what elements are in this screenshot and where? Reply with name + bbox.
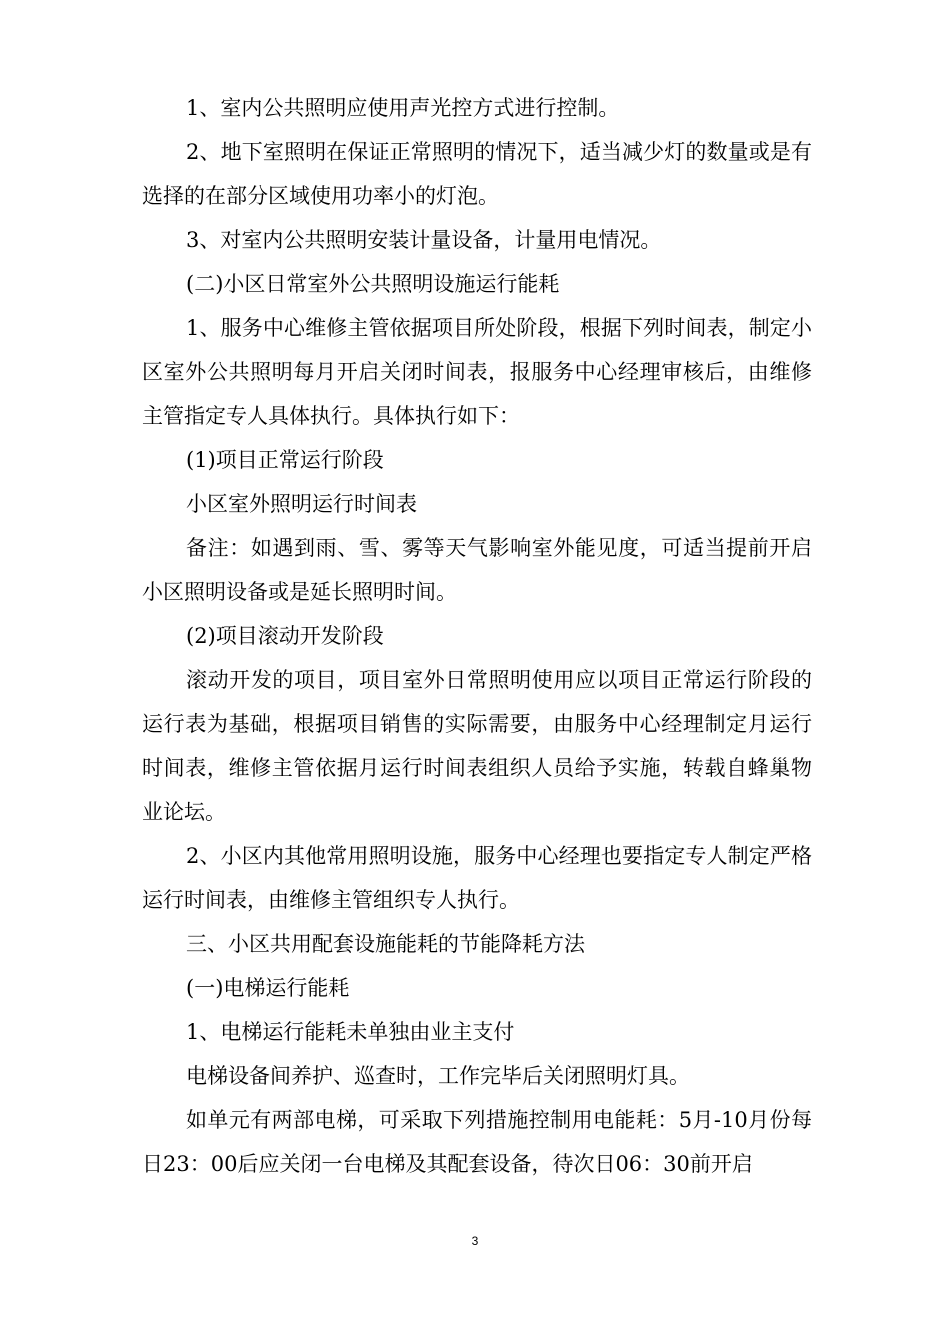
- section-heading-shared-facilities: 三、小区共用配套设施能耗的节能降耗方法: [186, 932, 585, 956]
- paragraph-elevator-cost: 1、电梯运行能耗未单独由业主支付: [186, 1020, 515, 1044]
- paragraph-schedule-title: 小区室外照明运行时间表: [186, 492, 417, 516]
- paragraph-elevator-room: 电梯设备间养护、巡查时，工作完毕后关闭照明灯具。: [186, 1064, 690, 1088]
- page-number: 3: [471, 1234, 479, 1248]
- document-body: [142, 86, 812, 1186]
- subheading-elevator-energy: (一)电梯运行能耗: [186, 976, 350, 1000]
- section-heading-outdoor-lighting: (二)小区日常室外公共照明设施运行能耗: [186, 272, 560, 296]
- paragraph-metering: 3、对室内公共照明安装计量设备，计量用电情况。: [186, 228, 662, 252]
- subheading-normal-operation: (1)项目正常运行阶段: [186, 448, 384, 472]
- paragraph-rolling-development: 滚动开发的项目，项目室外日常照明使用应以项目正常运行阶段的运行表为基础，根据项目销售的实际需要，由服务中心经理制定月运行时间表，维修主管依据月运行时间表组织人员给予实施，转载自蜂巢物业论坛。: [142, 668, 812, 824]
- paragraph-basement-lighting: 2、地下室照明在保证正常照明的情况下，适当减少灯的数量或是有选择的在部分区域使用功率小的灯泡。: [142, 140, 812, 208]
- paragraph-indoor-lighting-control: 1、室内公共照明应使用声光控方式进行控制。: [186, 96, 620, 120]
- paragraph-other-lighting: 2、小区内其他常用照明设施，服务中心经理也要指定专人制定严格运行时间表，由维修主管组织专人执行。: [142, 844, 812, 912]
- paragraph-remark: 备注：如遇到雨、雪、雾等天气影响室外能见度，可适当提前开启小区照明设备或是延长照明时间。: [142, 536, 812, 604]
- subheading-rolling-development: (2)项目滚动开发阶段: [186, 624, 384, 648]
- paragraph-elevator-schedule: 如单元有两部电梯，可采取下列措施控制用电能耗：5月-10月份每日23：00后应关闭一台电梯及其配套设备，待次日06：30前开启: [142, 1108, 812, 1176]
- paragraph-maintenance-schedule: 1、服务中心维修主管依据项目所处阶段，根据下列时间表，制定小区室外公共照明每月开启关闭时间表，报服务中心经理审核后，由维修主管指定专人具体执行。具体执行如下：: [142, 316, 812, 428]
